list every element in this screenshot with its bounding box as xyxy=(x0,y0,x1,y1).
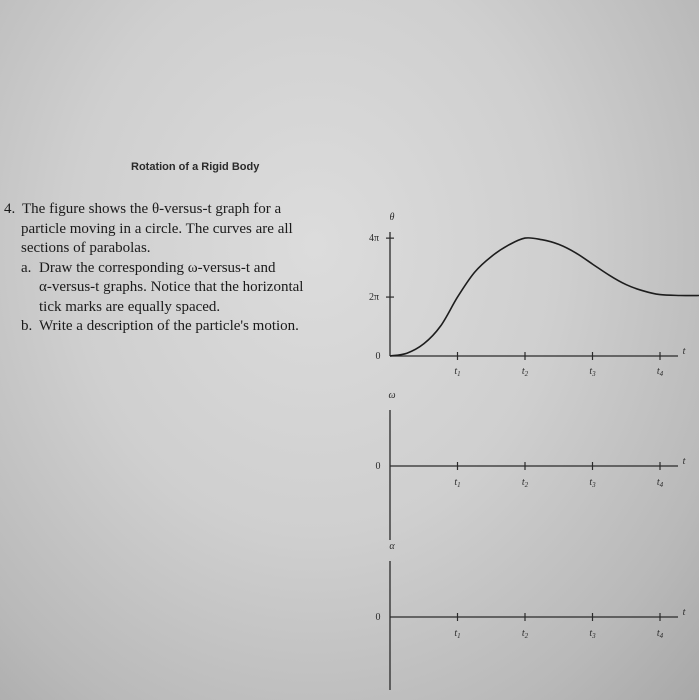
alpha-x-tick-label: $t_1$ xyxy=(454,628,461,640)
alpha-y-label: α xyxy=(389,541,395,552)
theta-x-tick-label: $t_4$ xyxy=(656,366,664,378)
problem-line-1: The figure shows the θ-versus-t graph for a xyxy=(22,201,282,217)
theta-x-tick-label: $t_2$ xyxy=(521,366,529,378)
alpha-x-tick-label: $t_3$ xyxy=(589,628,596,640)
problem-line-3: sections of parabolas. xyxy=(21,240,151,256)
theta-curve xyxy=(390,238,699,356)
alpha-x-tick-label: $t_2$ xyxy=(521,628,529,640)
theta-t-label: t xyxy=(682,346,686,357)
part-a-line-2: α-versus-t graphs. Notice that the horizontal xyxy=(39,279,304,295)
omega-x-tick-label: $t_4$ xyxy=(656,477,664,489)
part-a-line-1: Draw the corresponding ω-versus-t and xyxy=(39,259,276,276)
part-a-line-3: tick marks are equally spaced. xyxy=(39,298,221,315)
alpha-t-label: t xyxy=(682,607,686,618)
omega-x-tick-label: $t_1$ xyxy=(454,477,461,489)
omega-t-label: t xyxy=(682,456,686,467)
part-a-label: a. xyxy=(21,259,32,276)
omega-x-tick-label: $t_2$ xyxy=(521,477,529,489)
omega-origin-label: 0 xyxy=(375,461,381,472)
problem-number: 4. xyxy=(4,201,16,217)
theta-y-label: θ xyxy=(389,212,395,223)
part-b-text: Write a description of the particle's motion. xyxy=(39,318,299,334)
section-header: Rotation of a Rigid Body xyxy=(131,161,260,173)
alpha-origin-label: 0 xyxy=(375,612,381,623)
theta-origin-label: 0 xyxy=(375,351,381,362)
omega-y-label: ω xyxy=(388,390,396,401)
theta-x-tick-label: $t_1$ xyxy=(454,366,461,378)
alpha-x-tick-label: $t_4$ xyxy=(656,628,664,640)
theta-x-tick-label: $t_3$ xyxy=(589,366,596,378)
part-b-label: b. xyxy=(21,318,33,334)
theta-y-tick-label: 4π xyxy=(368,233,380,245)
theta-y-tick-label: 2π xyxy=(368,292,380,304)
problem-line-2: particle moving in a circle. The curves are all xyxy=(21,220,293,237)
omega-x-tick-label: $t_3$ xyxy=(589,477,596,489)
